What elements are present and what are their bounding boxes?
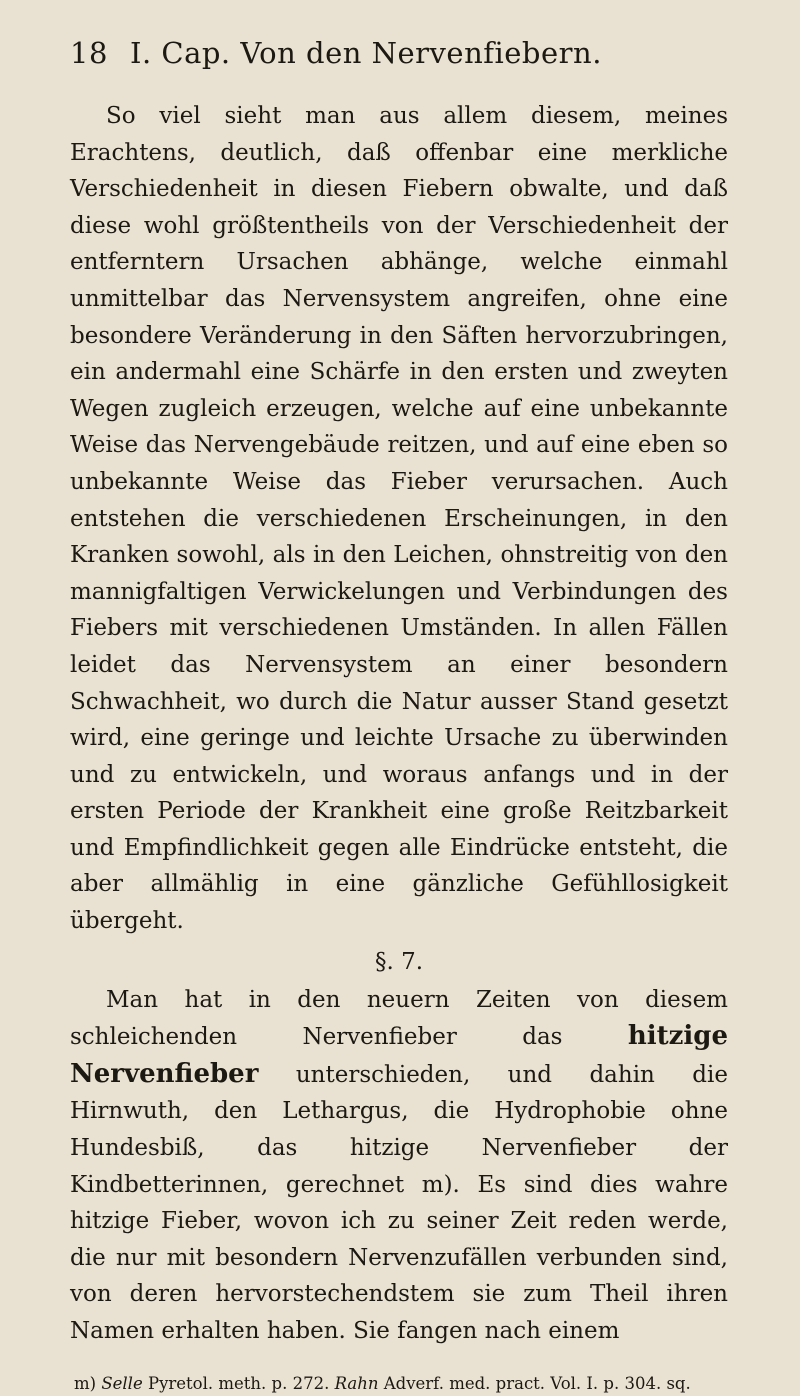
footnote-marker: m) <box>74 1373 102 1393</box>
footnote <box>70 1372 728 1396</box>
body-text <box>70 98 728 1350</box>
page-header <box>70 36 728 92</box>
footnote-author-2: Rahn <box>334 1373 379 1393</box>
footnote-text-2: Adverf. med. pract. Vol. I. p. 304. sq. <box>378 1373 691 1393</box>
section-mark: §. 7. <box>374 948 424 975</box>
paragraph-2-start: Man hat in den neuern Zeiten von diesem schleichenden Nervenfieber das <box>70 986 728 1051</box>
page-number: 18 <box>70 36 108 70</box>
paragraph-2-rest: unterschieden, und dahin die Hirnwuth, den Lethargus, die Hydrophobie ohne Hundesbiß, das hitzige Nervenfieber der Kindbetterinnen, gerechnet m). Es sind dies wahre hitzige Fieber, wovon ich zu seiner Zeit reden werde, die nur mit besondern Nervenzufällen verbunden sind, von deren hervorstechendstem sie zum Theil ihren Namen erhalten haben. Sie fangen nach einem <box>70 1061 728 1344</box>
footnote-author: Selle <box>101 1373 143 1393</box>
running-head: I. Cap. Von den Nervenfiebern. <box>130 36 602 70</box>
paragraph-2 <box>70 982 728 1350</box>
emphasized-term: hitzige Nervenfieber <box>70 1021 728 1089</box>
footnote-text-1: Pyretol. meth. p. 272. <box>142 1373 335 1393</box>
paragraph-1: So viel sieht man aus allem diesem, meines Erachtens, deutlich, daß offenbar eine merkliche Verschiedenheit in diesen Fiebern obwalte, und daß diese wohl größtentheils von der Verschiedenheit der entferntern Ursachen abhänge, welche einmahl unmittelbar das Nervensystem angreifen, ohne eine besondere Veränderung in den Säften hervorzubringen, ein andermahl eine Schärfe in den ersten und zweyten Wegen zugleich erzeugen, welche auf eine unbekannte Weise das Nervengebäude reitzen, und auf eine eben so unbekannte Weise das Fieber verursachen. Auch entstehen die verschiedenen Erscheinungen, in den Kranken sowohl, als in den Leichen, ohnstreitig von den mannigfaltigen Verwickelungen und Verbindungen des Fiebers mit verschiedenen Umständen. In allen Fällen leidet das Nervensystem an einer besondern Schwachheit, wo durch die Natur ausser Stand gesetzt wird, eine geringe und leichte Ursache zu überwinden und zu entwickeln, und woraus anfangs und in der ersten Periode der Krankheit eine große Reitzbarkeit und Empfindlichkeit gegen alle Eindrücke entsteht, die aber allmählig in eine gänzliche Gefühllosigkeit übergeht. <box>70 103 728 935</box>
